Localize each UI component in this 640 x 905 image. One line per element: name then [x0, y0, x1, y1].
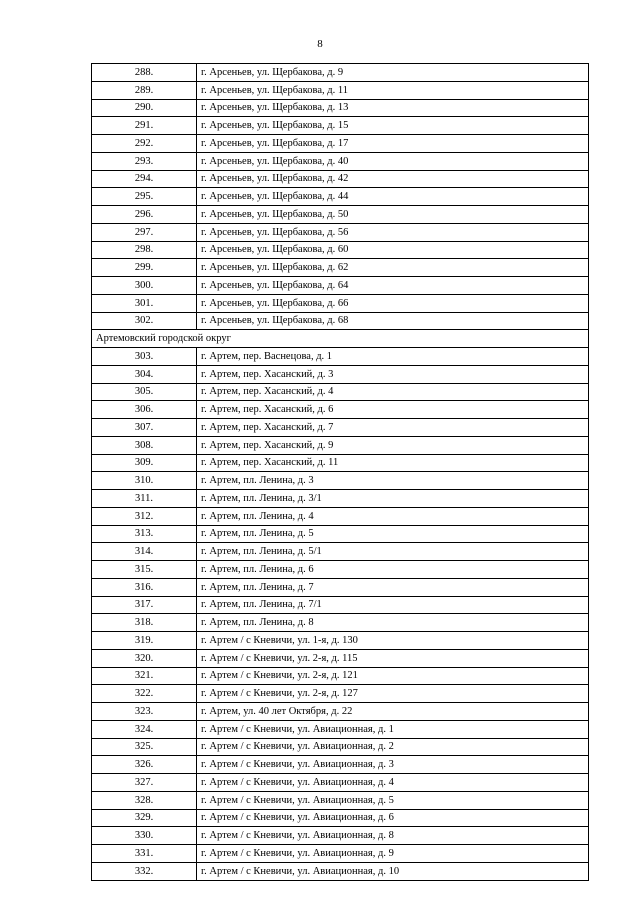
row-address: г. Артем / с Кневичи, ул. Авиационная, д. 2 — [197, 738, 589, 756]
row-address: г. Артем, пер. Хасанский, д. 4 — [197, 383, 589, 401]
row-number: 325. — [92, 738, 197, 756]
row-number: 292. — [92, 135, 197, 153]
row-address: г. Артем, пер. Хасанский, д. 11 — [197, 454, 589, 472]
table-row — [92, 348, 589, 366]
table-row — [92, 117, 589, 135]
table-row — [92, 756, 589, 774]
row-number: 324. — [92, 720, 197, 738]
table-row — [92, 135, 589, 153]
table-row — [92, 259, 589, 277]
table-row — [92, 596, 589, 614]
table-row — [92, 419, 589, 437]
row-number: 321. — [92, 667, 197, 685]
row-address: г. Арсеньев, ул. Щербакова, д. 42 — [197, 170, 589, 188]
row-number: 319. — [92, 632, 197, 650]
row-address: г. Арсеньев, ул. Щербакова, д. 66 — [197, 294, 589, 312]
row-address: г. Арсеньев, ул. Щербакова, д. 15 — [197, 117, 589, 135]
row-address: г. Артем / с Кневичи, ул. 1-я, д. 130 — [197, 632, 589, 650]
row-number: 316. — [92, 578, 197, 596]
table-row — [92, 774, 589, 792]
table-row — [92, 561, 589, 579]
row-number: 293. — [92, 152, 197, 170]
row-number: 290. — [92, 99, 197, 117]
row-address: г. Артем, пл. Ленина, д. 8 — [197, 614, 589, 632]
table-row — [92, 312, 589, 330]
row-number: 306. — [92, 401, 197, 419]
row-address: г. Артем, пл. Ленина, д. 3 — [197, 472, 589, 490]
table-row — [92, 294, 589, 312]
row-number: 314. — [92, 543, 197, 561]
row-number: 297. — [92, 223, 197, 241]
address-table — [91, 63, 589, 881]
row-number: 323. — [92, 703, 197, 721]
row-address: г. Артем / с Кневичи, ул. Авиационная, д. 1 — [197, 720, 589, 738]
row-number: 332. — [92, 862, 197, 880]
table-row — [92, 170, 589, 188]
row-address: г. Артем / с Кневичи, ул. 2-я, д. 127 — [197, 685, 589, 703]
table-row — [92, 649, 589, 667]
row-number: 295. — [92, 188, 197, 206]
table-row — [92, 720, 589, 738]
address-table-body — [92, 64, 589, 881]
row-number: 304. — [92, 365, 197, 383]
row-address: г. Артем, ул. 40 лет Октября, д. 22 — [197, 703, 589, 721]
row-number: 308. — [92, 436, 197, 454]
table-row — [92, 703, 589, 721]
row-number: 301. — [92, 294, 197, 312]
row-address: г. Артем, пл. Ленина, д. 4 — [197, 507, 589, 525]
row-address: г. Арсеньев, ул. Щербакова, д. 60 — [197, 241, 589, 259]
row-number: 310. — [92, 472, 197, 490]
table-row — [92, 64, 589, 82]
table-row — [92, 827, 589, 845]
row-address: г. Артем / с Кневичи, ул. 2-я, д. 115 — [197, 649, 589, 667]
row-address: г. Артем, пл. Ленина, д. 7/1 — [197, 596, 589, 614]
row-address: г. Артем, пл. Ленина, д. 6 — [197, 561, 589, 579]
table-row — [92, 667, 589, 685]
row-address: г. Арсеньев, ул. Щербакова, д. 68 — [197, 312, 589, 330]
table-row — [92, 152, 589, 170]
row-address: г. Артем, пер. Хасанский, д. 7 — [197, 419, 589, 437]
table-row — [92, 632, 589, 650]
row-number: 303. — [92, 348, 197, 366]
row-address: г. Артем, пл. Ленина, д. 3/1 — [197, 490, 589, 508]
row-number: 291. — [92, 117, 197, 135]
row-address: г. Арсеньев, ул. Щербакова, д. 13 — [197, 99, 589, 117]
row-number: 299. — [92, 259, 197, 277]
table-row — [92, 507, 589, 525]
row-number: 300. — [92, 277, 197, 295]
row-number: 294. — [92, 170, 197, 188]
row-address: г. Арсеньев, ул. Щербакова, д. 64 — [197, 277, 589, 295]
row-address: г. Артем / с Кневичи, ул. Авиационная, д. 4 — [197, 774, 589, 792]
row-address: г. Арсеньев, ул. Щербакова, д. 11 — [197, 81, 589, 99]
table-row — [92, 383, 589, 401]
row-address: г. Артем, пл. Ленина, д. 5 — [197, 525, 589, 543]
table-row — [92, 188, 589, 206]
row-number: 315. — [92, 561, 197, 579]
row-address: г. Арсеньев, ул. Щербакова, д. 9 — [197, 64, 589, 82]
row-address: г. Артем / с Кневичи, ул. Авиационная, д. 6 — [197, 809, 589, 827]
table-row — [92, 241, 589, 259]
table-row — [92, 401, 589, 419]
table-row — [92, 543, 589, 561]
row-number: 309. — [92, 454, 197, 472]
row-address: г. Артем, пер. Хасанский, д. 9 — [197, 436, 589, 454]
table-row — [92, 614, 589, 632]
row-number: 298. — [92, 241, 197, 259]
row-address: г. Артем / с Кневичи, ул. Авиационная, д. 3 — [197, 756, 589, 774]
row-address: г. Артем / с Кневичи, ул. Авиационная, д. 10 — [197, 862, 589, 880]
row-address: г. Артем / с Кневичи, ул. Авиационная, д. 9 — [197, 845, 589, 863]
row-number: 302. — [92, 312, 197, 330]
table-row — [92, 277, 589, 295]
table-row — [92, 738, 589, 756]
row-number: 330. — [92, 827, 197, 845]
row-address: г. Артем, пер. Хасанский, д. 6 — [197, 401, 589, 419]
table-row — [92, 490, 589, 508]
row-address: г. Артем / с Кневичи, ул. 2-я, д. 121 — [197, 667, 589, 685]
table-row — [92, 454, 589, 472]
row-address: г. Артем / с Кневичи, ул. Авиационная, д. 5 — [197, 791, 589, 809]
table-row — [92, 685, 589, 703]
table-row — [92, 206, 589, 224]
table-row — [92, 862, 589, 880]
table-row — [92, 809, 589, 827]
row-number: 317. — [92, 596, 197, 614]
row-number: 288. — [92, 64, 197, 82]
row-address: г. Артем, пл. Ленина, д. 7 — [197, 578, 589, 596]
row-number: 311. — [92, 490, 197, 508]
table-row — [92, 578, 589, 596]
page-number: 8 — [317, 38, 323, 50]
row-number: 328. — [92, 791, 197, 809]
table-row — [92, 99, 589, 117]
section-title: Артемовский городской округ — [92, 330, 589, 348]
row-number: 326. — [92, 756, 197, 774]
table-row — [92, 365, 589, 383]
row-number: 305. — [92, 383, 197, 401]
section-header-row — [92, 330, 589, 348]
row-address: г. Артем / с Кневичи, ул. Авиационная, д. 8 — [197, 827, 589, 845]
row-number: 327. — [92, 774, 197, 792]
row-address: г. Арсеньев, ул. Щербакова, д. 40 — [197, 152, 589, 170]
table-row — [92, 791, 589, 809]
row-number: 320. — [92, 649, 197, 667]
row-number: 331. — [92, 845, 197, 863]
row-address: г. Арсеньев, ул. Щербакова, д. 56 — [197, 223, 589, 241]
row-address: г. Арсеньев, ул. Щербакова, д. 62 — [197, 259, 589, 277]
row-number: 322. — [92, 685, 197, 703]
row-address: г. Арсеньев, ул. Щербакова, д. 17 — [197, 135, 589, 153]
table-row — [92, 81, 589, 99]
row-number: 296. — [92, 206, 197, 224]
row-address: г. Артем, пл. Ленина, д. 5/1 — [197, 543, 589, 561]
row-address: г. Арсеньев, ул. Щербакова, д. 44 — [197, 188, 589, 206]
table-row — [92, 223, 589, 241]
row-number: 307. — [92, 419, 197, 437]
row-number: 318. — [92, 614, 197, 632]
row-address: г. Артем, пер. Хасанский, д. 3 — [197, 365, 589, 383]
row-address: г. Арсеньев, ул. Щербакова, д. 50 — [197, 206, 589, 224]
table-row — [92, 845, 589, 863]
row-number: 329. — [92, 809, 197, 827]
row-number: 313. — [92, 525, 197, 543]
table-row — [92, 525, 589, 543]
row-number: 312. — [92, 507, 197, 525]
table-row — [92, 436, 589, 454]
table-row — [92, 472, 589, 490]
row-address: г. Артем, пер. Васнецова, д. 1 — [197, 348, 589, 366]
row-number: 289. — [92, 81, 197, 99]
